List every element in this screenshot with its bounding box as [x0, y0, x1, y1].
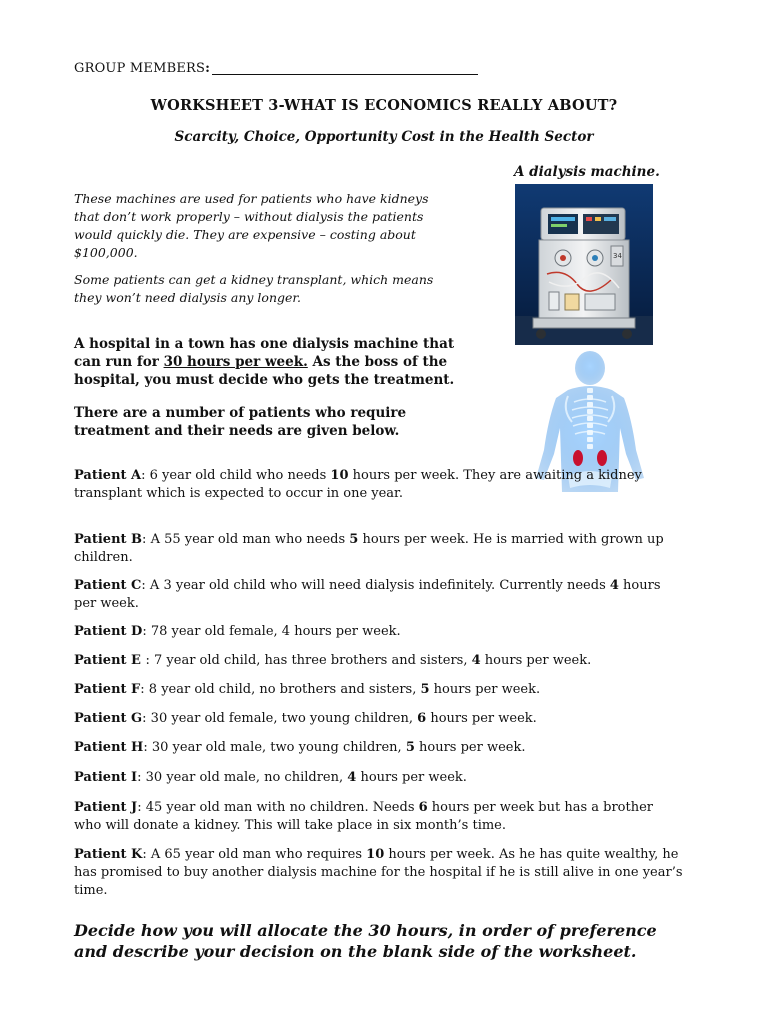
- scenario-paragraph-1: [74, 335, 484, 389]
- patient-hours: 10: [330, 468, 349, 483]
- dialysis-machine-drawing: [515, 184, 653, 345]
- patient-label: Patient F: [74, 682, 141, 697]
- intro-paragraph-1: These machines are used for patients who have kidneys that don’t work properly – without dialysis the patients would quickly die. They are expensive – costing about $100,000.: [74, 191, 429, 260]
- patient-label: Patient G: [74, 711, 143, 726]
- patient-label: Patient D: [74, 624, 143, 639]
- svg-text:34: 34: [613, 252, 622, 260]
- scenario-paragraph-2: There are a number of patients who require treatment and their needs are given below.: [74, 405, 407, 439]
- patient-separator: :: [141, 468, 150, 483]
- patient-hours: 4: [609, 578, 619, 593]
- patient-text-end: hours per week.: [429, 682, 541, 697]
- patient-separator: :: [142, 711, 151, 726]
- patient-separator: :: [145, 653, 154, 668]
- patient-d: [74, 623, 684, 641]
- patient-separator: :: [142, 847, 151, 862]
- patient-label: Patient A: [74, 468, 142, 483]
- patient-separator: :: [141, 578, 150, 593]
- patient-text: A 65 year old man who requires: [150, 847, 367, 862]
- patient-label: Patient B: [74, 532, 143, 547]
- patient-separator: :: [137, 800, 146, 815]
- patient-text-end: hours per week. They are awaiting a kidney transplant which is expected to occur in one year.: [74, 468, 642, 501]
- patient-h: [74, 739, 684, 757]
- patient-b: [74, 531, 684, 567]
- patient-hours: 6: [418, 800, 428, 815]
- closing-instruction: Decide how you will allocate the 30 hours, in order of preference and describe your decision on the blank side of the worksheet.: [74, 921, 657, 961]
- page-title: WORKSHEET 3-WHAT IS ECONOMICS REALLY ABOUT?: [150, 97, 618, 114]
- scenario-text-start: A hospital in a town has one dialysis machine that can run for: [74, 336, 455, 370]
- patient-text-end: hours per week.: [480, 653, 592, 668]
- patient-hours: 5: [349, 532, 359, 547]
- scenario-text-end: As the boss of the hospital, you must decide who gets the treatment.: [74, 354, 455, 388]
- patient-j: [74, 799, 684, 835]
- group-members-blank[interactable]: [212, 60, 478, 75]
- patient-text: 78 year old female, 4 hours per week.: [150, 624, 401, 639]
- patient-text: 30 year old male, no children,: [145, 770, 348, 785]
- patient-separator: :: [143, 740, 152, 755]
- patient-text-end: hours per week.: [74, 578, 661, 611]
- scenario-hours-underlined: 30 hours per week.: [163, 354, 308, 370]
- patient-label: Patient I: [74, 770, 138, 785]
- patient-label: Patient J: [74, 800, 138, 815]
- patient-text: A 3 year old child who will need dialysis indefinitely. Currently needs: [149, 578, 610, 593]
- patient-text-end: hours per week.: [356, 770, 467, 785]
- patient-text-end: hours per week. He is married with grown up children.: [74, 532, 664, 565]
- patient-text: 45 year old man with no children. Needs: [145, 800, 419, 815]
- patient-g: [74, 710, 684, 728]
- patient-text-end: hours per week but has a brother who will donate a kidney. This will take place in six month’s time.: [74, 800, 654, 833]
- patient-hours: 5: [405, 740, 415, 755]
- patient-hours: 10: [366, 847, 385, 862]
- patient-text: 30 year old male, two young children,: [151, 740, 406, 755]
- patient-text-end: hours per week.: [426, 711, 537, 726]
- group-members-line: [74, 60, 478, 76]
- page-subtitle: Scarcity, Choice, Opportunity Cost in the Health Sector: [174, 129, 594, 145]
- patient-label: Patient K: [74, 847, 143, 862]
- patient-k: [74, 846, 684, 900]
- patient-hours: 5: [420, 682, 430, 697]
- patient-a: [74, 467, 684, 503]
- patient-text-end: hours per week. As he has quite wealthy, he has promised to buy another dialysis machine for the hospital if he is still alive in one year’s time.: [74, 847, 683, 898]
- patient-separator: :: [142, 532, 151, 547]
- patient-f: [74, 681, 684, 699]
- dialysis-machine-image: [515, 184, 653, 345]
- patient-label: Patient H: [74, 740, 144, 755]
- patient-i: [74, 769, 684, 787]
- patient-c: [74, 577, 684, 613]
- patient-label: Patient C: [74, 578, 142, 593]
- patient-separator: :: [140, 682, 149, 697]
- patient-text: 8 year old child, no brothers and sisters,: [148, 682, 421, 697]
- patient-label: Patient E: [74, 653, 146, 668]
- image-caption: A dialysis machine.: [514, 164, 660, 180]
- patient-text: 30 year old female, two young children,: [150, 711, 418, 726]
- patient-hours: 4: [471, 653, 481, 668]
- group-members-colon: :: [205, 61, 211, 76]
- group-members-label: GROUP MEMBERS: [74, 61, 206, 76]
- left-kidney: [573, 450, 583, 466]
- intro-paragraph-2: Some patients can get a kidney transplant, which means they won’t need dialysis any longer.: [74, 272, 434, 305]
- patient-e: [74, 652, 684, 670]
- patient-text: 7 year old child, has three brothers and sisters,: [154, 653, 472, 668]
- patient-separator: :: [142, 624, 151, 639]
- patient-text: 6 year old child who needs: [149, 468, 331, 483]
- patient-text: A 55 year old man who needs: [150, 532, 350, 547]
- patient-separator: :: [137, 770, 146, 785]
- patient-text-end: hours per week.: [414, 740, 526, 755]
- patient-hours: 4: [347, 770, 357, 785]
- patient-hours: 6: [417, 711, 427, 726]
- right-kidney: [597, 450, 607, 466]
